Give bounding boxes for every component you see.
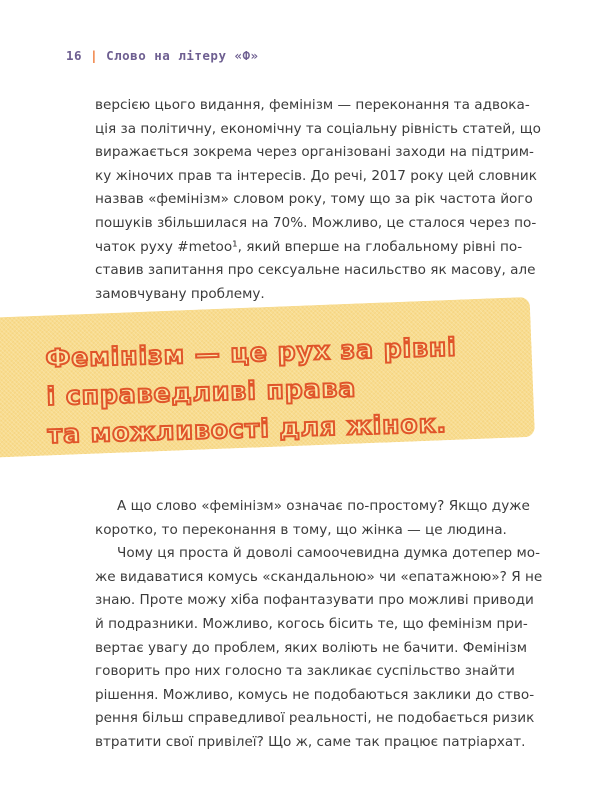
text-line: знаю. Проте можу хіба пофантазувати про можливі приводи [95,592,534,609]
running-header [66,48,259,63]
text-line: ку жіночих прав та інтересів. До речі, 2017 року цей словник [95,167,537,184]
text-line: А що слово «фемінізм» означає по-простому? Якщо дуже [117,498,530,514]
text-line: втратити свої привілеї? Що ж, саме так працює патріархат. [95,733,526,750]
text-line: вертає увагу до проблем, яких воліють не бачити. Фемінізм [95,639,527,656]
text-line: говорить про них голосно та закликає суспільство знайти [95,663,515,680]
text-line: же видаватися комусь «скандальною» чи «епатажною»? Я не [95,568,543,585]
text-line: версією цього видання, фемінізм — переконання та адвока- [95,97,530,113]
text-line: коротко, то переконання в тому, що жінка — це людина. [95,521,507,538]
text-line: рення більш справедливої реальності, не подобається ризик [95,710,535,727]
chapter-title: Слово на літеру «Ф» [106,48,259,63]
page-number: 16 [66,48,83,63]
text-line: й подразники. Можливо, когось бісить те, що фемінізм при- [95,615,528,632]
paragraph-2 [95,495,543,755]
quote-line: Фемінізм — це рух за рівні [45,332,458,373]
text-line: чаток руху #metoo¹, який вперше на глобальному рівні по- [95,238,523,255]
text-line: назвав «фемінізм» словом року, тому що за рік частота його [95,191,533,208]
text-line: ставив запитання про сексуальне насильство як масову, але [95,262,536,279]
text-line: замовчувану проблему. [95,285,265,302]
paragraph-1 [95,94,541,306]
text-line: ція за політичну, економічну та соціальну рівність статей, що [95,120,541,137]
text-line: пошуків збільшилася на 70%. Можливо, це сталося через по- [95,214,537,231]
quote-line: і справедливі права [46,373,357,411]
quote-line: та можливості для жінок. [47,408,448,449]
pull-quote [45,329,459,454]
text-line: виражається зокрема через організовані заходи на підтрим- [95,144,534,161]
text-line: Чому ця проста й доволі самоочевидна думка дотепер мо- [117,545,540,562]
text-line: рішення. Можливо, комусь не подобаються заклики до ство- [95,686,535,703]
header-separator: | [90,48,99,63]
